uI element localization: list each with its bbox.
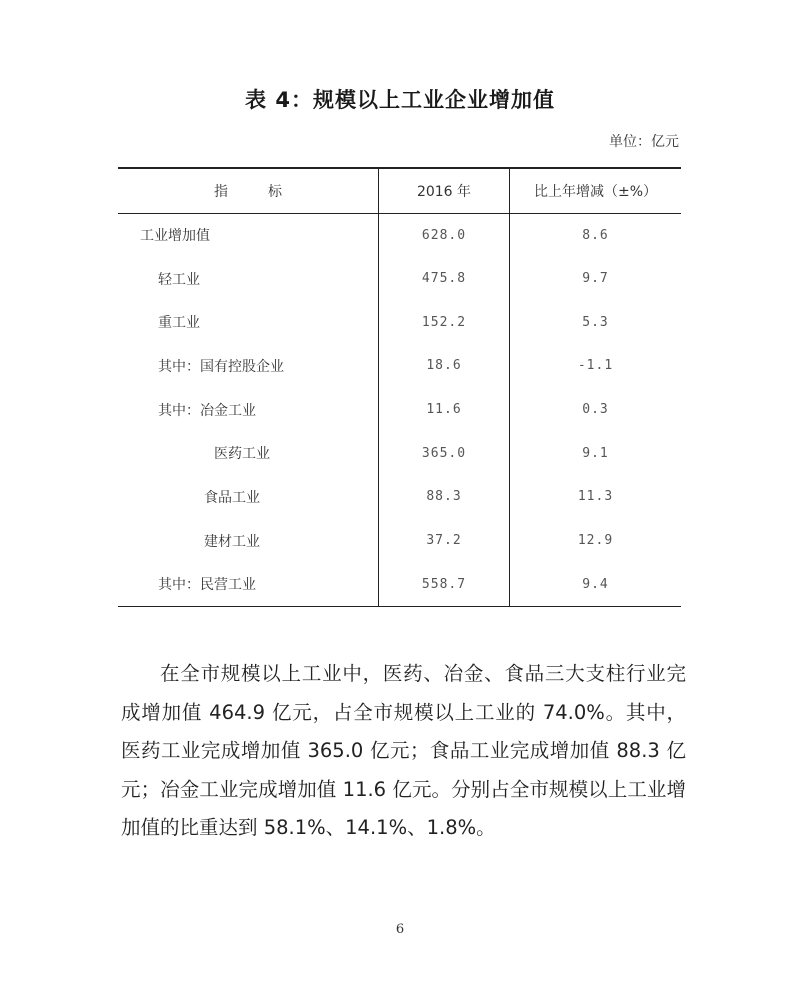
row-change: 0.3 — [510, 388, 682, 432]
table-header-row — [118, 168, 681, 213]
table-row — [118, 344, 681, 388]
row-change: 12.9 — [510, 519, 682, 563]
table-row — [118, 388, 681, 432]
row-label: 食品工业 — [204, 489, 260, 506]
row-label: 工业增加值 — [140, 228, 210, 245]
row-value: 37.2 — [379, 519, 510, 563]
row-change: 5.3 — [510, 300, 682, 344]
body-paragraph — [121, 655, 686, 848]
row-label: 轻工业 — [158, 271, 200, 288]
table-row — [118, 519, 681, 563]
row-change: 9.4 — [510, 563, 682, 607]
row-change: 9.7 — [510, 257, 682, 301]
row-value: 18.6 — [379, 344, 510, 388]
row-change: 8.6 — [510, 213, 682, 257]
row-change: -1.1 — [510, 344, 682, 388]
row-label: 其中：民营工业 — [118, 563, 379, 607]
row-label: 医药工业 — [214, 446, 270, 463]
table-row — [118, 431, 681, 475]
table-title: 表 4：规模以上工业企业增加值 — [245, 88, 555, 112]
header-change: 比上年增减（±%） — [510, 168, 682, 213]
table-row — [118, 213, 681, 257]
row-label: 其中：国有控股企业 — [158, 358, 284, 375]
row-value: 365.0 — [379, 431, 510, 475]
table-row — [118, 563, 681, 607]
row-label: 建材工业 — [204, 533, 260, 550]
paragraph-text: 在全市规模以上工业中，医药、冶金、食品三大支柱行业完成增加值 464.9 亿元，占全市规模以上工业的 74.0%。其中，医药工业完成增加值 365.0 亿元；食品工业完成增加值 88.3 亿元；冶金工业完成增加值 11.6 亿元。分别占全市规模以上工业增加值的比重达到 58.1%、14.1%、1.8%。 — [121, 662, 686, 839]
row-label: 重工业 — [158, 315, 200, 332]
data-table-container — [118, 167, 681, 607]
row-change: 11.3 — [510, 475, 682, 519]
industrial-value-table — [118, 167, 681, 607]
row-change: 9.1 — [510, 431, 682, 475]
table-row — [118, 257, 681, 301]
unit-label: 单位：亿元 — [609, 134, 679, 150]
header-indicator — [118, 168, 379, 213]
header-year: 2016 年 — [379, 168, 510, 213]
table-row — [118, 475, 681, 519]
row-label: 其中：冶金工业 — [158, 402, 256, 419]
header-indicator-text: 指标 — [214, 183, 322, 200]
row-value: 475.8 — [379, 257, 510, 301]
table-row — [118, 300, 681, 344]
row-value: 152.2 — [379, 300, 510, 344]
row-value: 11.6 — [379, 388, 510, 432]
row-value: 628.0 — [379, 213, 510, 257]
row-value: 88.3 — [379, 475, 510, 519]
row-value: 558.7 — [379, 563, 510, 607]
page-number: 6 — [395, 922, 405, 937]
